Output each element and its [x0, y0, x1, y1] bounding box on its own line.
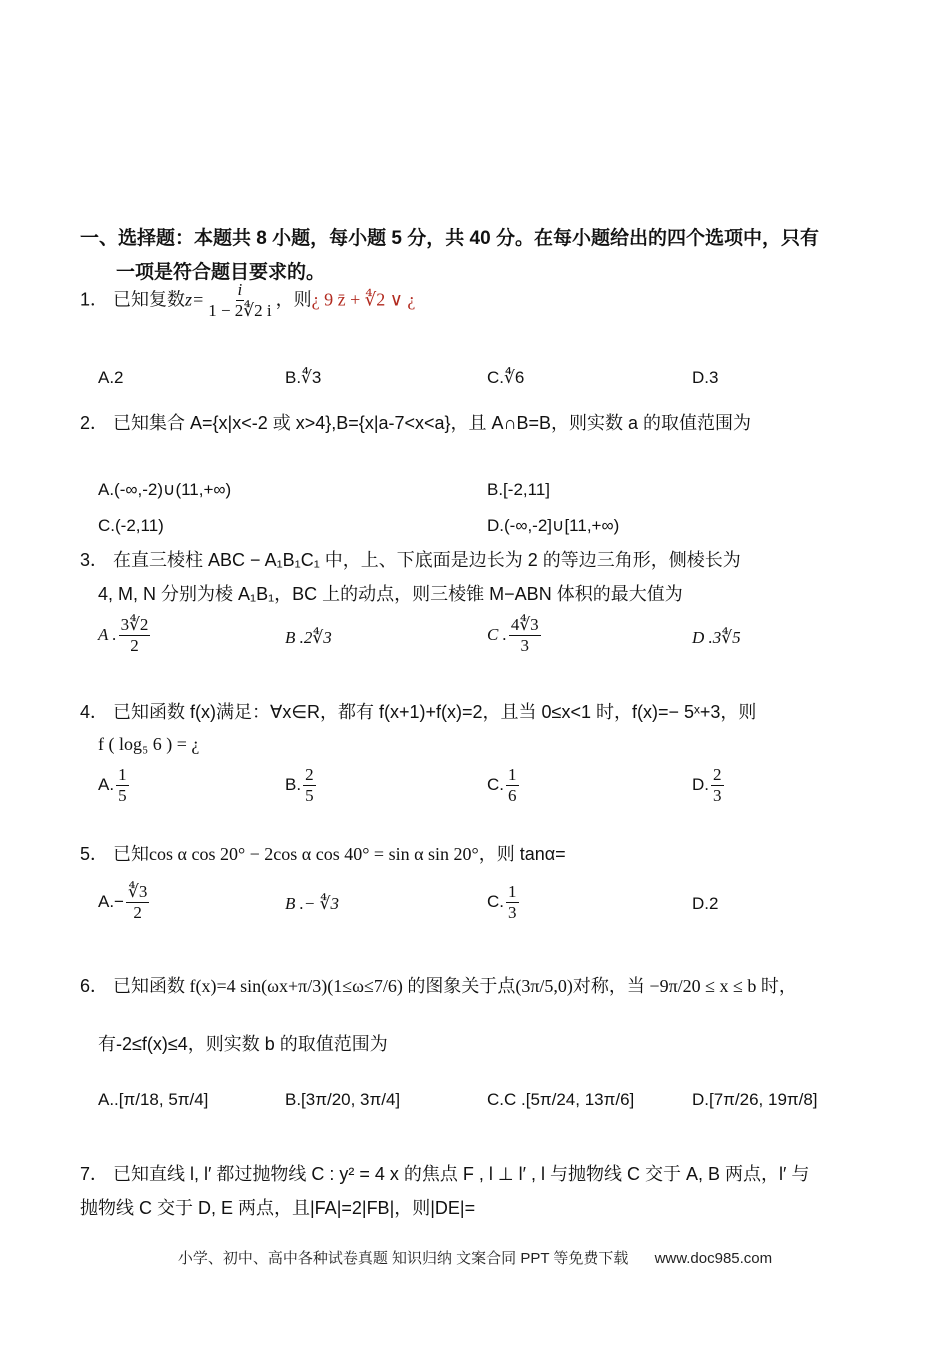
- q2-option-d: D.(-∞,-2]∪[11,+∞): [487, 516, 620, 535]
- q7-number: 7．: [80, 1164, 109, 1184]
- q6-number: 6．: [80, 976, 109, 996]
- q1-mid: ，则: [275, 289, 312, 310]
- q4-option-c-frac: [506, 765, 519, 806]
- q7-line-1: 已知直线 l, l′ 都过抛物线 C : y² = 4 x 的焦点 F , l ⊥ l′ , l 与抛物线 C 交于 A, B 两点，l′ 与: [113, 1164, 810, 1184]
- q3-line-2: 4, M, N 分别为棱 A₁B₁，BC 上的动点，则三棱锥 M−ABN 体积的最大值为: [98, 584, 683, 604]
- q3-option-c-frac: [509, 615, 541, 656]
- q1-frac-den: 1 − 2∜2 i: [208, 301, 272, 320]
- q4-option-b: [285, 765, 318, 806]
- q4-option-d-den: 3: [713, 786, 722, 805]
- q4-option-d-num: 2: [713, 765, 722, 784]
- q3-option-c-num: 4∜3: [510, 615, 539, 634]
- q6-option-d: D.[7π/26, 19π/8]: [692, 1090, 818, 1109]
- q1-number: 1．: [80, 289, 109, 310]
- q5-option-c-num: 1: [508, 882, 517, 901]
- q4-option-c-label: C.: [487, 774, 504, 794]
- q1-frac-num: i: [237, 280, 243, 299]
- q4-option-b-den: 5: [305, 786, 314, 805]
- q4-option-b-num: 2: [305, 765, 314, 784]
- q3-option-a-num: 3∜2: [120, 615, 149, 634]
- question-6: [80, 970, 797, 1002]
- q4-option-c-num: 1: [508, 765, 517, 784]
- q1-option-a: A.2: [98, 368, 124, 387]
- page-footer: [0, 1247, 950, 1268]
- q7-line-2: 抛物线 C 交于 D, E 两点，且|FA|=2|FB|，则|DE|=: [80, 1198, 476, 1218]
- q6-option-b: B.[3π/20, 3π/4]: [285, 1090, 401, 1109]
- q5-post: ，则 tanα=: [478, 844, 566, 864]
- q4-line-1: 已知函数 f(x)满足：∀x∈R，都有 f(x+1)+f(x)=2，且当 0≤x<1 时，f(x)=− 5ˣ+3，则: [113, 702, 757, 722]
- question-7: [80, 1158, 809, 1190]
- q3-number: 3．: [80, 550, 109, 570]
- q2-number: 2．: [80, 413, 109, 433]
- q5-option-a-num: ∜3: [128, 882, 148, 901]
- q4-line-2: f ( log₅ 6 ) = ¿: [98, 734, 200, 754]
- q1-lhs: z=: [185, 289, 205, 310]
- q4-number: 4．: [80, 702, 109, 722]
- q2-option-b: B.[-2,11]: [487, 480, 550, 499]
- q3-option-c-den: 3: [520, 636, 530, 655]
- footer-url-link[interactable]: www.doc985.com: [654, 1250, 773, 1267]
- q4-option-d-frac: [711, 765, 724, 806]
- q4-option-a: [98, 765, 131, 806]
- q5-option-a-frac: [126, 882, 149, 923]
- q5-option-a-label: A.−: [98, 891, 124, 911]
- q5-option-c: [487, 882, 521, 923]
- q1-tail: ¿ 9 z̄ + ∜2 ∨ ¿: [311, 289, 416, 310]
- q5-option-c-den: 3: [508, 903, 517, 922]
- q4-option-c-den: 6: [508, 786, 517, 805]
- q3-option-a-frac: [119, 615, 151, 656]
- q6-option-a: A..[π/18, 5π/4]: [98, 1090, 209, 1109]
- q4-option-a-den: 5: [118, 786, 127, 805]
- question-4: [80, 696, 756, 728]
- q5-option-c-label: C.: [487, 891, 504, 911]
- q1-option-b: B.∜3: [285, 368, 322, 387]
- q1-pre: 已知复数: [113, 289, 186, 310]
- q4-option-b-frac: [303, 765, 316, 806]
- q3-option-a: [98, 615, 152, 656]
- q5-formula: cos α cos 20° − 2cos α cos 40° = sin α sin 20°: [149, 844, 479, 864]
- question-5: [80, 838, 566, 870]
- q1-option-c: C.∜6: [487, 368, 525, 387]
- q5-option-d: D.2: [692, 894, 719, 913]
- section-line-2: 一项是符合题目要求的。: [116, 262, 326, 283]
- q5-pre: 已知: [113, 844, 150, 864]
- q3-option-d: D .3∜5: [692, 628, 741, 647]
- q5-number: 5．: [80, 844, 109, 864]
- q3-option-b: B .2∜3: [285, 628, 332, 647]
- question-2: [80, 407, 751, 439]
- q4-option-c: [487, 765, 521, 806]
- q5-option-a: [98, 882, 151, 923]
- q4-option-a-num: 1: [118, 765, 127, 784]
- q5-option-c-frac: [506, 882, 519, 923]
- q6-option-c: C.C .[5π/24, 13π/6]: [487, 1090, 635, 1109]
- q3-option-a-label: A .: [98, 624, 117, 644]
- q6-line-1: 已知函数 f(x)=4 sin(ωx+π/3)(1≤ω≤7/6) 的图象关于点(3π/5,0)对称，当 −9π/20 ≤ x ≤ b 时，: [113, 976, 797, 996]
- q3-option-c: [487, 615, 543, 656]
- question-3: [80, 544, 741, 576]
- section-line-1: 一、选择题：本题共 8 小题，每小题 5 分，共 40 分。在每小题给出的四个选项中，只有: [80, 228, 819, 249]
- q6-line-2: 有-2≤f(x)≤4，则实数 b 的取值范围为: [98, 1034, 388, 1054]
- q2-option-c: C.(-2,11): [98, 516, 164, 535]
- q1-fraction: [206, 280, 273, 321]
- q3-option-c-label: C .: [487, 624, 507, 644]
- footer-text: 小学、初中、高中各种试卷真题 知识归纳 文案合同 PPT 等免费下载: [177, 1250, 629, 1267]
- q5-option-a-den: 2: [133, 903, 142, 922]
- q4-option-a-frac: [116, 765, 129, 806]
- q5-option-b: B .− ∜3: [285, 894, 339, 913]
- q3-option-a-den: 2: [130, 636, 139, 655]
- q4-option-a-label: A.: [98, 774, 115, 794]
- q4-option-d-label: D.: [692, 774, 709, 794]
- q4-option-b-label: B.: [285, 774, 302, 794]
- question-1: [80, 280, 415, 321]
- q1-option-d: D.3: [692, 368, 719, 387]
- q2-text: 已知集合 A={x|x<-2 或 x>4},B={x|a-7<x<a}，且 A∩B=B，则实数 a 的取值范围为: [113, 413, 752, 433]
- q3-line-1: 在直三棱柱 ABC − A₁B₁C₁ 中，上、下底面是边长为 2 的等边三角形，侧棱长为: [113, 550, 741, 570]
- q2-option-a: A.(-∞,-2)∪(11,+∞): [98, 480, 232, 499]
- q4-option-d: [692, 765, 726, 806]
